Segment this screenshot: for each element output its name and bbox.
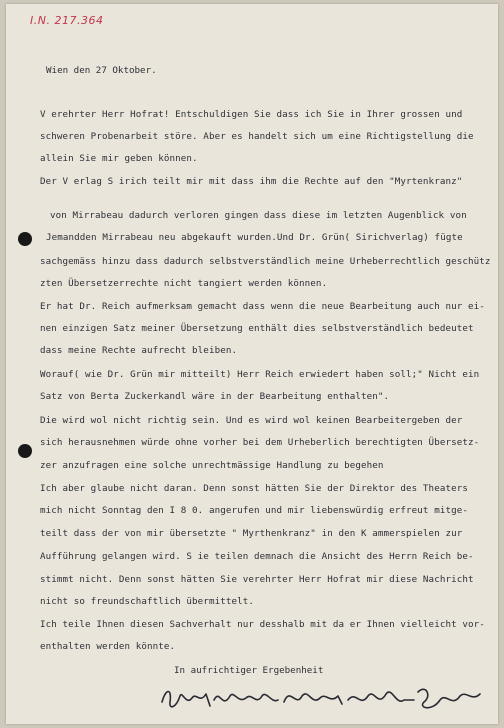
body-line: nen einzigen Satz meiner Übersetzung enthält dies selbstverständlich bedeutet — [40, 323, 474, 334]
body-line: dass meine Rechte aufrecht bleiben. — [40, 345, 238, 356]
body-line: zten Übersetzerrechte nicht tangiert werden können. — [40, 278, 328, 289]
body-line: Die wird wol nicht richtig sein. Und es wird wol keinen Bearbeitergeben der — [40, 415, 463, 426]
body-line: Er hat Dr. Reich aufmerksam gemacht dass wenn die neue Bearbeitung auch nur ei- — [40, 301, 485, 312]
body-line: Aufführung gelangen wird. S ie teilen demnach die Ansicht des Herrn Reich be- — [40, 551, 474, 562]
body-line: enthalten werden könnte. — [40, 641, 176, 652]
letter-page — [6, 4, 498, 724]
body-line: Ich aber glaube nicht daran. Denn sonst hätten Sie der Direktor des Theaters — [40, 483, 468, 494]
letter-date: Wien den 27 Oktober. — [46, 65, 157, 76]
handwritten-signature — [156, 682, 486, 716]
body-line: zer anzufragen eine solche unrechtmässige Handlung zu begehen — [40, 460, 384, 471]
body-line: sich herausnehmen würde ohne vorher bei dem Urheberlich berechtigten Übersetz- — [40, 437, 480, 448]
punch-hole-bottom — [18, 444, 32, 458]
body-line: Worauf( wie Dr. Grün mir mitteilt) Herr Reich erwiedert haben soll;" Nicht ein — [40, 369, 480, 380]
body-line: allein Sie mir geben können. — [40, 153, 198, 164]
body-line: von Mirrabeau dadurch verloren gingen dass diese im letzten Augenblick von — [50, 210, 467, 221]
body-line: Jemandden Mirrabeau neu abgekauft wurden.Und Dr. Grün( Sirichverlag) fügte — [46, 232, 463, 243]
body-line: schweren Probenarbeit störe. Aber es handelt sich um eine Richtigstellung die — [40, 131, 474, 142]
closing-greeting: In aufrichtiger Ergebenheit — [174, 665, 324, 676]
body-line: Der V erlag S irich teilt mir mit dass ihm die Rechte auf den "Myrtenkranz" — [40, 176, 463, 187]
body-line: nicht so freundschaftlich übermittelt. — [40, 596, 254, 607]
body-line: stimmt nicht. Denn sonst hätten Sie verehrter Herr Hofrat mir diese Nachricht — [40, 574, 474, 585]
body-line: mich nicht Sonntag den I 8 0. angerufen und mir liebenswürdig erfreut mitge- — [40, 505, 468, 516]
body-line: teilt dass der von mir übersetzte " Myrthenkranz" in den K ammerspielen zur — [40, 528, 463, 539]
body-line: sachgemäss hinzu dass dadurch selbstverständlich meine Urheberrechtlich geschütz — [40, 256, 491, 267]
body-line: V erehrter Herr Hofrat! Entschuldigen Sie dass ich Sie in Ihrer grossen und — [40, 109, 463, 120]
punch-hole-top — [18, 232, 32, 246]
archive-reference-number: I.N. 217.364 — [30, 14, 104, 27]
body-line: Ich teile Ihnen diesen Sachverhalt nur desshalb mit da er Ihnen vielleicht vor- — [40, 619, 485, 630]
body-line: Satz von Berta Zuckerkandl wäre in der Bearbeitung enthalten". — [40, 391, 390, 402]
